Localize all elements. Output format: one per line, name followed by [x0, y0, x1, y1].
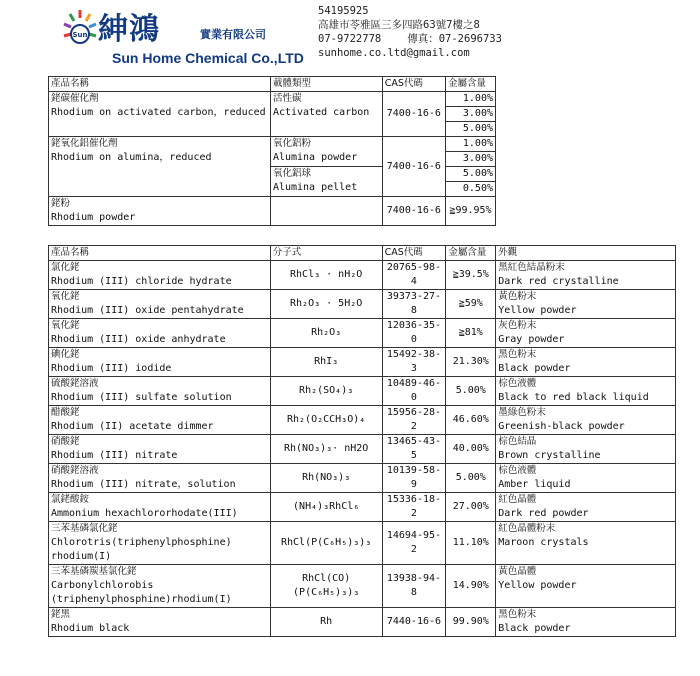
product-name-en: Rhodium (III) oxide pentahydrate	[51, 305, 244, 316]
content-cell: 5.00%	[446, 377, 496, 406]
appearance-en: Maroon crystals	[498, 537, 589, 548]
cas-cell: 12036-35-0	[382, 319, 446, 348]
appearance-cn: 墨綠色粉末	[498, 407, 546, 418]
product-name-cn: 氯銠酸銨	[51, 494, 90, 505]
col-header-product: 產品名稱	[49, 246, 271, 261]
product-name-cn: 硫酸銠溶液	[51, 378, 99, 389]
formula-cell: RhCl(CO)(P(C₆H₅)₃)₃	[270, 565, 382, 608]
col-header-cas: CAS代碼	[382, 77, 445, 92]
content-cell: ≧39.5%	[446, 261, 496, 290]
product-name-cn: 醋酸銠	[51, 407, 80, 418]
content-cell: 27.00%	[446, 493, 496, 522]
appearance-cn: 黑色粉末	[498, 349, 537, 360]
appearance-cell	[496, 522, 676, 565]
product-name-en-line: rhodium(I)	[51, 551, 112, 562]
content-cell: 5.00%	[446, 167, 496, 182]
col-header-carrier: 載體類型	[270, 77, 382, 92]
product-name-cn: 三苯基磷氯化銠	[51, 523, 118, 534]
product-name-cell	[49, 377, 271, 406]
product-name-en: Rhodium (III) oxide anhydrate	[51, 334, 226, 345]
content-cell: 40.00%	[446, 435, 496, 464]
cas-cell: 15336-18-2	[382, 493, 446, 522]
product-name-cell: 銠碳催化劑 Rhodium on activated carbon，reduced	[49, 92, 271, 137]
carrier-cell: 氧化鋁球 Alumina pellet	[270, 167, 382, 197]
table-row	[49, 464, 676, 493]
appearance-en: Yellow powder	[498, 305, 577, 316]
appearance-cell	[496, 464, 676, 493]
appearance-cell	[496, 319, 676, 348]
appearance-cn: 黃色晶體	[498, 566, 537, 577]
table-row	[49, 319, 676, 348]
company-name-en: Sun Home Chemical Co.,LTD	[112, 50, 304, 66]
product-name-en: Rhodium (III) chloride hydrate	[51, 276, 232, 287]
formula-cell: Rh	[270, 608, 382, 637]
content-cell: 3.00%	[446, 107, 496, 122]
company-name-cn: 紳鴻	[98, 12, 160, 47]
content-cell: 11.10%	[446, 522, 496, 565]
product-name-en: Ammonium hexachlororhodate(III)	[51, 508, 238, 519]
cas-cell: 10489-46-0	[382, 377, 446, 406]
cas-cell: 7400-16-6	[382, 197, 445, 226]
cas-cell: 20765-98-4	[382, 261, 446, 290]
formula-cell: Rh₂O₃ · 5H₂O	[270, 290, 382, 319]
carrier-cell: 活性碳 Activated carbon	[270, 92, 382, 137]
col-header-content: 金屬含量	[446, 77, 496, 92]
appearance-cell	[496, 565, 676, 608]
product-name-cn: 氧化銠	[51, 320, 80, 331]
product-name-cell	[49, 406, 271, 435]
table-row	[49, 261, 676, 290]
cas-cell: 14694-95-2	[382, 522, 446, 565]
appearance-cell	[496, 435, 676, 464]
company-logo	[60, 4, 310, 68]
appearance-en: Yellow powder	[498, 580, 577, 591]
appearance-cn: 紅色晶體粉末	[498, 523, 556, 534]
table-row	[49, 290, 676, 319]
product-name-en-line: Carbonylchlorobis	[51, 580, 154, 591]
cas-cell: 10139-58-9	[382, 464, 446, 493]
content-cell: 3.00%	[446, 152, 496, 167]
table-row	[49, 435, 676, 464]
product-name-cell	[49, 522, 271, 565]
cas-cell: 15956-28-2	[382, 406, 446, 435]
fax: 07-2696733	[438, 33, 502, 45]
product-name-cn: 硝酸銠溶液	[51, 465, 99, 476]
col-header-product: 產品名稱	[49, 77, 271, 92]
table-row	[49, 522, 676, 565]
formula-cell: Rh₂(O₂CCH₃O)₄	[270, 406, 382, 435]
formula-cell: Rh₂O₃	[270, 319, 382, 348]
cas-cell: 15492-38-3	[382, 348, 446, 377]
content-cell: 46.60%	[446, 406, 496, 435]
appearance-cell	[496, 377, 676, 406]
appearance-cell	[496, 290, 676, 319]
product-name-en: Rhodium (III) nitrate	[51, 450, 178, 461]
email: sunhome.co.ltd@gmail.com	[318, 47, 470, 59]
product-name-cell	[49, 608, 271, 637]
cas-cell: 7400-16-6	[382, 137, 445, 197]
table-header-row	[49, 77, 496, 92]
table-row	[49, 406, 676, 435]
sun-logo-icon	[60, 4, 100, 64]
formula-cell: RhI₃	[270, 348, 382, 377]
appearance-en: Greenish-black powder	[498, 421, 625, 432]
appearance-en: Black powder	[498, 623, 571, 634]
contact-info	[318, 4, 502, 60]
table-row	[49, 92, 496, 107]
appearance-cn: 紅色晶體	[498, 494, 537, 505]
product-name-en: Rhodium black	[51, 623, 130, 634]
formula-cell: Rh(NO₃)₃	[270, 464, 382, 493]
rhodium-compounds-table	[48, 245, 676, 637]
content-cell: 21.30%	[446, 348, 496, 377]
content-cell: 14.90%	[446, 565, 496, 608]
cas-cell: 13465-43-5	[382, 435, 446, 464]
product-name-en-line: (triphenylphosphine)rhodium(I)	[51, 594, 232, 605]
table-row	[49, 348, 676, 377]
carrier-cell	[270, 197, 382, 226]
product-name-en: Rhodium (III) iodide	[51, 363, 172, 374]
product-name-cell	[49, 290, 271, 319]
phone: 07-9722778	[318, 33, 382, 45]
product-name-cell	[49, 493, 271, 522]
content-cell: ≧81%	[446, 319, 496, 348]
product-name-en: Rhodium (II) acetate dimmer	[51, 421, 214, 432]
logo-mark: Sun	[72, 31, 88, 39]
col-header-formula: 分子式	[270, 246, 382, 261]
carrier-cell: 氧化鋁粉 Alumina powder	[270, 137, 382, 167]
appearance-cn: 棕色液體	[498, 378, 537, 389]
appearance-cell	[496, 406, 676, 435]
content-cell: ≧59%	[446, 290, 496, 319]
table-header-row	[49, 246, 676, 261]
table-row	[49, 565, 676, 608]
appearance-en: Dark red crystalline	[498, 276, 619, 287]
compounds-body	[49, 261, 676, 637]
content-cell: 5.00%	[446, 122, 496, 137]
content-cell: 0.50%	[446, 182, 496, 197]
product-name-cell: 銠粉 Rhodium powder	[49, 197, 271, 226]
cas-cell: 7400-16-6	[382, 92, 445, 137]
appearance-cell	[496, 608, 676, 637]
product-name-cn: 碘化銠	[51, 349, 80, 360]
carrier-catalyst-table	[48, 76, 496, 226]
product-name-cell	[49, 261, 271, 290]
appearance-en: Black powder	[498, 363, 571, 374]
product-name-cell	[49, 319, 271, 348]
product-name-cn: 銠黑	[51, 609, 71, 620]
cas-cell: 13938-94-8	[382, 565, 446, 608]
appearance-en: Dark red powder	[498, 508, 589, 519]
formula-cell: RhCl(P(C₆H₅)₃)₃	[270, 522, 382, 565]
appearance-cn: 黃色粉末	[498, 291, 537, 302]
appearance-cn: 黑色粉末	[498, 609, 537, 620]
appearance-cn: 棕色液體	[498, 465, 537, 476]
formula-cell: (NH₄)₃RhCl₆	[270, 493, 382, 522]
col-header-appearance: 外觀	[496, 246, 676, 261]
formula-cell: Rh₂(SO₄)₃	[270, 377, 382, 406]
appearance-en: Brown crystalline	[498, 450, 601, 461]
content-cell: ≧99.95%	[446, 197, 496, 226]
content-cell: 99.90%	[446, 608, 496, 637]
header	[0, 0, 700, 72]
appearance-cell	[496, 348, 676, 377]
company-name-cn-sub: 實業有限公司	[200, 28, 266, 41]
cas-cell: 7440-16-6	[382, 608, 446, 637]
product-name-cell: 銠氧化鋁催化劑 Rhodium on alumina，reduced	[49, 137, 271, 197]
product-name-cell	[49, 348, 271, 377]
appearance-cn: 黑紅色結晶粉末	[498, 262, 565, 273]
product-name-cn: 三苯基磷羰基氯化銠	[51, 566, 137, 577]
formula-cell: RhCl₃ · nH₂O	[270, 261, 382, 290]
cas-cell: 39373-27-8	[382, 290, 446, 319]
product-name-cell	[49, 565, 271, 608]
product-name-en-line: Chlorotris(triphenylphosphine)	[51, 537, 232, 548]
table-row	[49, 197, 496, 226]
content-cell: 1.00%	[446, 92, 496, 107]
table-row	[49, 377, 676, 406]
product-name-cn: 氯化銠	[51, 262, 80, 273]
table-row	[49, 608, 676, 637]
product-name-cell	[49, 435, 271, 464]
address: 高雄市苓雅區三多四路63號7樓之8	[318, 19, 480, 31]
col-header-content: 金屬含量	[446, 246, 496, 261]
product-name-cn: 氧化銠	[51, 291, 80, 302]
product-name-en: Rhodium (III) sulfate solution	[51, 392, 232, 403]
postcode: 54195925	[318, 5, 369, 17]
appearance-en: Gray powder	[498, 334, 565, 345]
table-row	[49, 493, 676, 522]
appearance-cn: 灰色粉末	[498, 320, 537, 331]
appearance-cn: 棕色結晶	[498, 436, 537, 447]
appearance-en: Black to red black liquid	[498, 392, 649, 403]
product-name-cn: 硝酸銠	[51, 436, 80, 447]
product-name-cell	[49, 464, 271, 493]
formula-cell: Rh(NO₃)₃· nH2O	[270, 435, 382, 464]
content-cell: 5.00%	[446, 464, 496, 493]
appearance-cell	[496, 493, 676, 522]
phone-fax-line	[318, 32, 502, 46]
content-cell: 1.00%	[446, 137, 496, 152]
table-row	[49, 137, 496, 152]
appearance-cell	[496, 261, 676, 290]
col-header-cas: CAS代碼	[382, 246, 446, 261]
product-name-en: Rhodium (III) nitrate，solution	[51, 479, 236, 490]
fax-label: 傳真：	[407, 33, 439, 45]
appearance-en: Amber liquid	[498, 479, 571, 490]
